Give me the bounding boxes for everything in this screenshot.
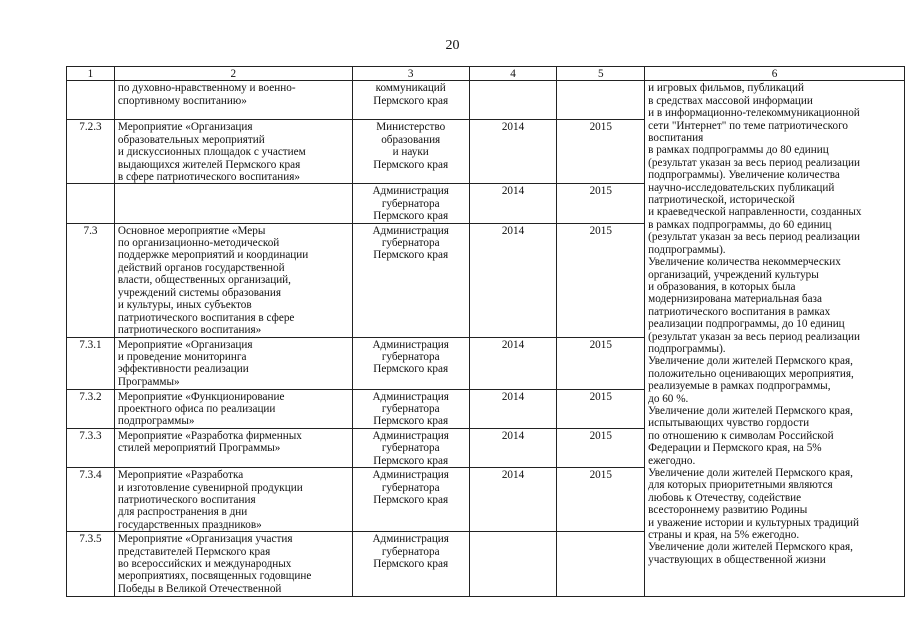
cell-line: и краеведческой направленности, созданных [648,206,862,219]
cell-line: Победы в Великой Отечественной [117,582,282,595]
cell-line: по духовно-нравственному и военно- [117,82,296,95]
start-year: 2014 [469,337,557,389]
cell-line: по отношению к символам Российской [648,429,834,442]
cell-line: и культуры, иных субъектов [117,299,252,312]
cell-line: губернатора [381,545,440,558]
cell-line: и проведение мониторинга [117,351,247,364]
cell-line: Пермского края [373,158,449,171]
executor [352,337,469,389]
cell-line: мероприятиях, посвященных годовщине [117,570,312,583]
cell-line: Мероприятие «Функционирование [117,390,285,403]
cell-line: Увеличение доли жителей Пермского края, [648,467,853,479]
cell-line: модернизирована материальная база [648,293,822,306]
cell-line: Администрация [372,429,449,442]
cell-line: всестороннему развитию Родины [648,504,808,517]
row-number: 7.3.3 [67,428,115,467]
cell-line: (результат указан за весь период реализации [648,330,860,343]
cell-line: и изготовление сувенирной продукции [117,481,303,494]
executor [352,184,469,223]
cell-line: патриотического воспитания» [117,323,262,336]
cell-line: стилей мероприятий Программы» [117,442,281,455]
cell-line: образовательных мероприятий [117,133,265,146]
cell-line: (результат указан за весь период реализации [648,156,860,169]
activity-name [114,532,352,597]
end-year [557,81,645,120]
activity-name [114,337,352,389]
start-year [469,532,557,597]
activity-name [114,468,352,532]
executor [352,468,469,532]
row-number [67,184,115,223]
cell-line: Мероприятие «Организация участия [117,533,293,546]
cell-line: эффективности реализации [117,363,249,376]
cell-line: в рамках подпрограммы до 80 единиц [648,144,829,157]
cell-line: губернатора [381,403,440,416]
cell-line: учреждений системы образования [117,286,282,299]
end-year: 2015 [557,184,645,223]
row-number: 7.3.5 [67,532,115,597]
header-col-6: 6 [645,67,905,81]
cell-line: и науки [392,146,429,159]
cell-line: подпрограммы» [117,415,195,428]
cell-line: любовь к Отечеству, содействие [648,491,802,504]
cell-line: Администрация [372,390,449,403]
cell-line: выдающихся жителей Пермского края [117,158,301,171]
cell-line: Мероприятие «Разработка [117,469,244,482]
executor [352,428,469,467]
activity-name [114,223,352,337]
cell-line: страны и края, на 5% ежегодно. [648,529,800,542]
start-year: 2014 [469,184,557,223]
cell-line: реализуемые в рамках подпрограммы, [648,380,831,393]
row-number: 7.3.4 [67,468,115,532]
cell-line: Пермского края [373,249,449,262]
executor [352,389,469,428]
end-year: 2015 [557,120,645,184]
cell-line: по организационно-методической [117,237,280,250]
activity-name [114,428,352,467]
start-year: 2014 [469,468,557,532]
cell-line: положительно оценивающих мероприятия, [648,367,854,380]
cell-line: Администрация [372,469,449,482]
cell-line: Увеличение доли жителей Пермского края, [648,541,853,554]
row-number: 7.3.1 [67,337,115,389]
activity-name [114,184,352,223]
executor [352,120,469,184]
cell-line: испытывающих чувство гордости [648,417,810,430]
header-col-2: 2 [114,67,352,81]
cell-line: и образования, в которых была [648,280,796,293]
cell-line: проектного офиса по реализации [117,403,276,416]
end-year: 2015 [557,468,645,532]
header-col-1: 1 [67,67,115,81]
cell-line: реализации подпрограммы, до 10 единиц [648,318,845,331]
cell-line: власти, общественных организаций, [117,274,291,287]
cell-line: сети "Интернет" по теме патриотического [648,119,849,132]
cell-line: Мероприятие «Разработка фирменных [117,429,302,442]
start-year [469,81,557,120]
end-year: 2015 [557,389,645,428]
expected-results [645,81,905,597]
executor [352,532,469,597]
cell-line: Пермского края [373,415,449,428]
cell-line: Пермского края [373,454,449,467]
activity-name [114,120,352,184]
cell-line: спортивному воспитанию» [117,94,247,107]
cell-line: в рамках подпрограммы, до 60 единиц [648,218,832,231]
cell-line: представителей Пермского края [117,545,271,558]
start-year: 2014 [469,428,557,467]
cell-line: Министерство [376,121,446,134]
header-row [67,67,905,81]
cell-line: подпрограммы). [648,243,726,256]
cell-line: Пермского края [373,557,449,570]
cell-line: Увеличение доли жителей Пермского края, [648,355,853,368]
cell-line: патриотической, исторической [648,194,795,207]
start-year: 2014 [469,120,557,184]
cell-line: патриотического воспитания [117,493,256,506]
cell-line: (результат указан за весь период реализации [648,231,860,244]
cell-line: в сфере патриотического воспитания» [117,171,300,184]
end-year [557,532,645,597]
cell-line: научно-исследовательских публикаций [648,181,835,194]
cell-line: государственных праздников» [117,518,262,531]
cell-line: Пермского края [373,363,449,376]
executor [352,81,469,120]
cell-line: ежегодно. [648,454,696,467]
row-number: 7.2.3 [67,120,115,184]
cell-line: Администрация [372,533,449,546]
cell-line: подпрограммы). [648,342,726,355]
cell-line: губернатора [381,237,440,250]
cell-line: участвующих в общественной жизни [648,553,826,566]
cell-line: Мероприятие «Организация [117,338,253,351]
row-number: 7.3 [67,223,115,337]
cell-line: поддержке мероприятий и координации [117,249,309,262]
cell-line: во всероссийских и международных [117,557,292,570]
cell-line: образования [381,133,441,146]
cell-line: Администрация [372,338,449,351]
cell-line: подпрограммы). Увеличение количества [648,169,840,182]
page-number: 20 [445,38,460,53]
cell-line: для распространения в дни [117,506,248,519]
header-col-3: 3 [352,67,469,81]
table-row [67,81,905,120]
cell-line: губернатора [381,197,440,210]
end-year: 2015 [557,337,645,389]
cell-line: Пермского края [373,94,449,107]
cell-line: воспитания [648,132,704,145]
cell-line: Программы» [117,375,180,388]
activity-name [114,81,352,120]
header-col-5: 5 [557,67,645,81]
cell-line: до 60 %. [648,392,689,405]
cell-line: в средствах массовой информации [648,94,813,107]
cell-line: организаций, учреждений культуры [648,268,819,281]
row-number: 7.3.2 [67,389,115,428]
header-col-4: 4 [469,67,557,81]
cell-line: Мероприятие «Организация [117,121,253,134]
program-table [66,66,905,597]
start-year: 2014 [469,389,557,428]
cell-line: действий органов государственной [117,261,285,274]
cell-line: и в информационно-телекоммуникационной [648,107,860,120]
cell-line: Пермского края [373,210,449,223]
cell-line: Увеличение количества некоммерческих [648,256,841,269]
cell-line: Пермского края [373,493,449,506]
row-number [67,81,115,120]
cell-line: и дискуссионных площадок с участием [117,146,306,159]
cell-line: губернатора [381,442,440,455]
cell-line: патриотического воспитания в сфере [117,311,295,324]
cell-line: Федерации и Пермского края, на 5% [648,442,822,455]
cell-line: Администрация [372,224,449,237]
end-year: 2015 [557,428,645,467]
cell-line: Основное мероприятие «Меры [117,224,266,237]
cell-line: патриотического воспитания в рамках [648,305,831,318]
cell-line: губернатора [381,351,440,364]
activity-name [114,389,352,428]
executor [352,223,469,337]
cell-line: губернатора [381,481,440,494]
end-year: 2015 [557,223,645,337]
cell-line: Администрация [372,185,449,198]
cell-line: и игровых фильмов, публикаций [648,82,804,95]
cell-line: Увеличение доли жителей Пермского края, [648,404,853,417]
cell-line: коммуникаций [375,82,446,95]
cell-line: для которых приоритетными являются [648,479,833,492]
cell-line: и уважение истории и культурных традиций [648,516,860,529]
start-year: 2014 [469,223,557,337]
